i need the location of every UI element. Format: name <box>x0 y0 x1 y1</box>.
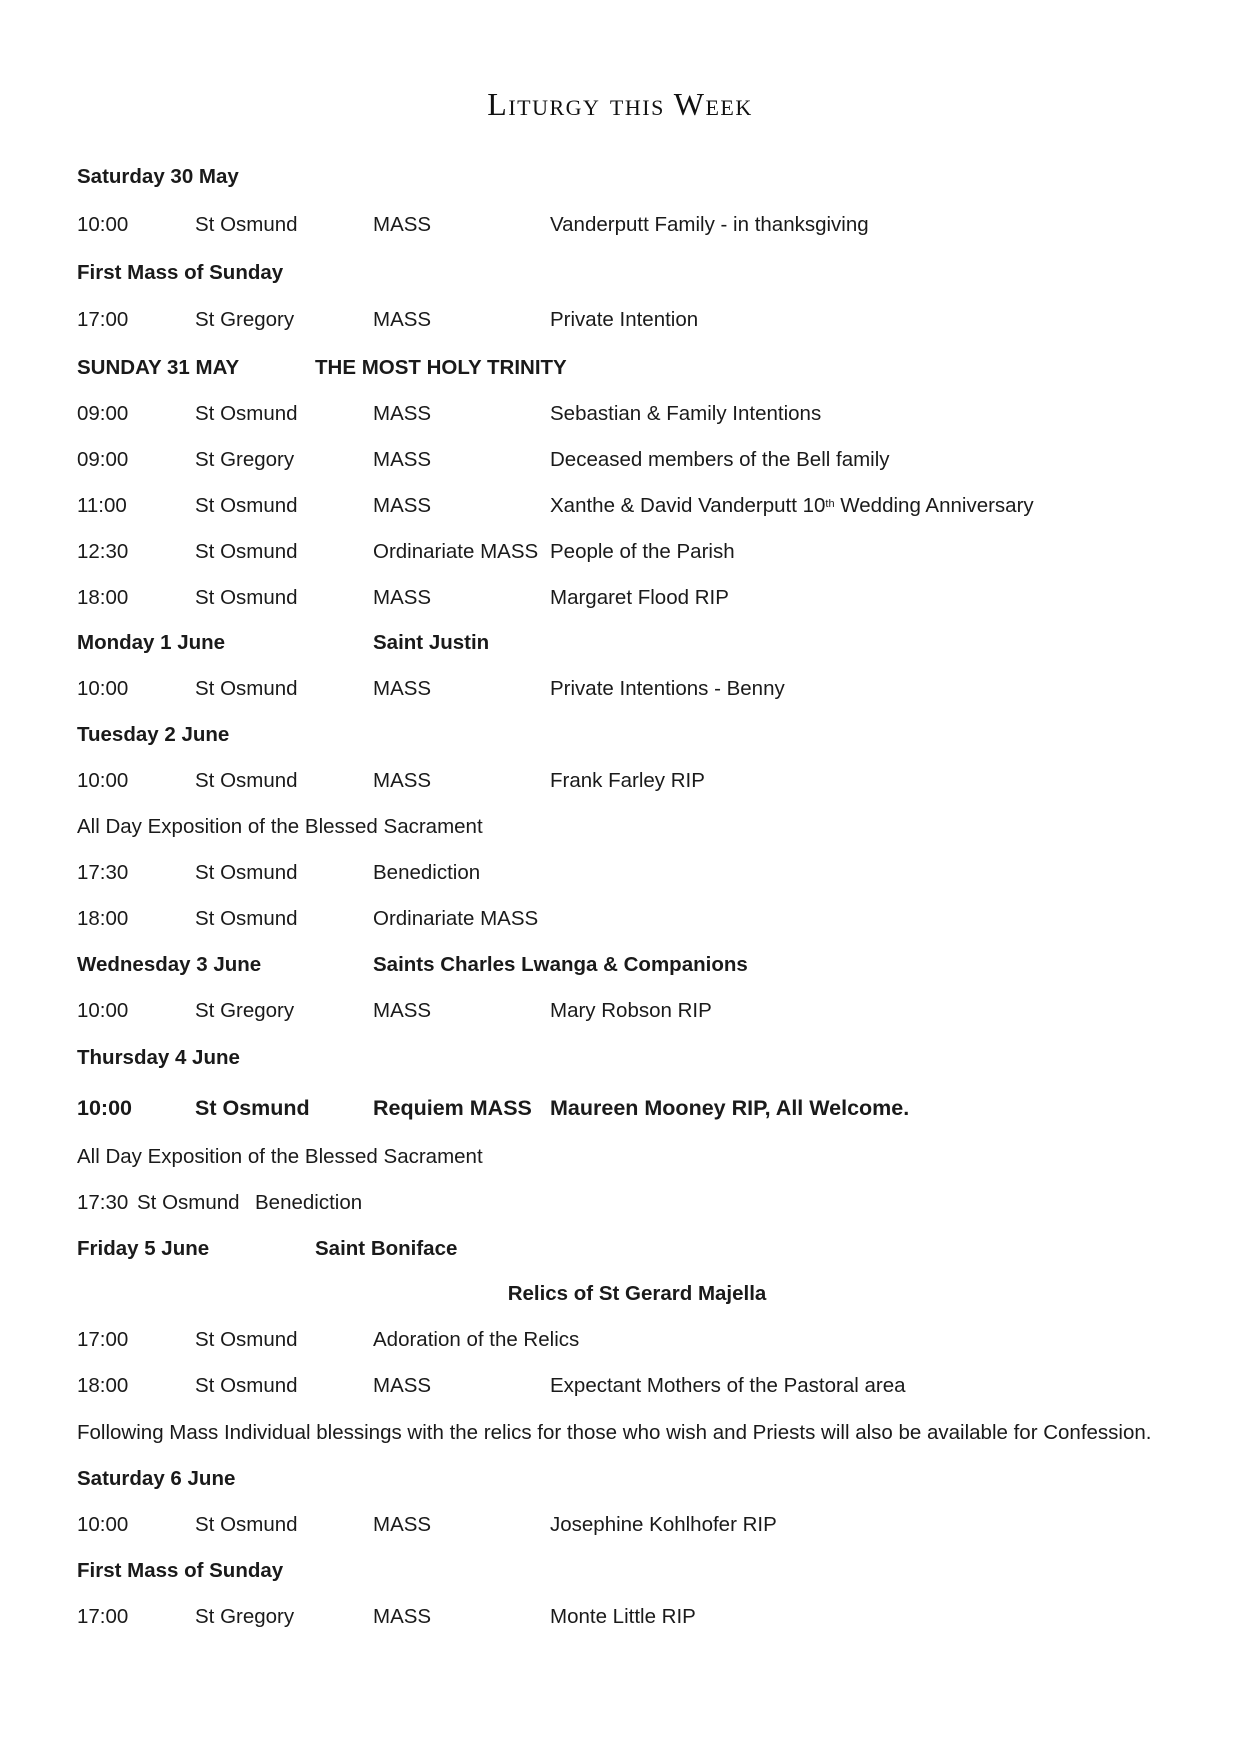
event: Ordinariate MASS <box>373 907 539 930</box>
relics-heading: Relics of St Gerard Majella <box>507 1282 767 1305</box>
church: St Gregory <box>195 1605 295 1628</box>
feast-label: Saint Justin <box>373 631 490 654</box>
time: 17:30 <box>77 861 129 884</box>
schedule-row <box>77 305 1197 335</box>
intention: Josephine Kohlhofer RIP <box>550 1513 777 1536</box>
time: 10:00 <box>77 677 129 700</box>
church: St Osmund <box>195 540 298 563</box>
intention: Expectant Mothers of the Pastoral area <box>550 1374 906 1397</box>
event: MASS <box>373 769 432 792</box>
section-heading <box>77 258 1197 288</box>
church: St Osmund <box>195 769 298 792</box>
church: St Osmund <box>195 1328 298 1351</box>
church: St Osmund <box>195 402 298 425</box>
event: MASS <box>373 213 432 236</box>
event: Benediction <box>373 861 481 884</box>
day-label: Saturday 30 May <box>77 165 239 188</box>
schedule-row <box>77 491 1197 521</box>
intention: Margaret Flood RIP <box>550 586 729 609</box>
schedule-row <box>77 766 1197 796</box>
schedule-row <box>77 583 1197 613</box>
event: MASS <box>373 494 432 517</box>
intention <box>550 491 1034 521</box>
day-heading <box>77 353 1197 383</box>
day-heading <box>77 1234 1197 1264</box>
schedule-row <box>77 1510 1197 1540</box>
church: St Osmund <box>195 907 298 930</box>
church: St Osmund <box>195 1096 310 1120</box>
intention: Maureen Mooney RIP, All Welcome. <box>550 1096 910 1120</box>
day-heading <box>77 950 1197 980</box>
intention: Vanderputt Family - in thanksgiving <box>550 213 869 236</box>
church: St Osmund <box>195 1374 298 1397</box>
intention-part: Wedding Anniversary <box>834 494 1034 517</box>
section-heading <box>77 1556 1197 1586</box>
feast-label: Saints Charles Lwanga & Companions <box>373 953 748 976</box>
note-row <box>77 1142 1197 1172</box>
time: 17:00 <box>77 1328 129 1351</box>
intention-part: Xanthe & David Vanderputt 10 <box>550 494 826 517</box>
time: 09:00 <box>77 402 129 425</box>
note-row <box>77 1418 1197 1448</box>
schedule-row <box>77 537 1197 567</box>
day-heading <box>77 1464 1197 1494</box>
church: St Gregory <box>195 448 295 471</box>
day-label: Tuesday 2 June <box>77 723 230 746</box>
church: St Osmund <box>195 494 298 517</box>
time: 10:00 <box>77 1513 129 1536</box>
schedule-row <box>77 996 1197 1026</box>
note-row <box>77 812 1197 842</box>
schedule-row <box>77 1371 1197 1401</box>
intention: Deceased members of the Bell family <box>550 448 890 471</box>
schedule-row <box>77 445 1197 475</box>
event: MASS <box>373 1605 432 1628</box>
feast-label: THE MOST HOLY TRINITY <box>315 356 567 379</box>
time: 11:00 <box>77 494 127 517</box>
intention: Mary Robson RIP <box>550 999 712 1022</box>
time: 17:30 <box>77 1191 129 1214</box>
day-label: Wednesday 3 June <box>77 953 262 976</box>
church: St Osmund <box>195 677 298 700</box>
church: St Osmund <box>137 1191 240 1214</box>
day-label: SUNDAY 31 MAY <box>77 356 240 379</box>
event: MASS <box>373 402 432 425</box>
time: 10:00 <box>77 769 129 792</box>
schedule-row <box>77 1188 1197 1218</box>
event: MASS <box>373 586 432 609</box>
church: St Osmund <box>195 213 298 236</box>
schedule-row <box>77 858 1197 888</box>
time: 10:00 <box>77 213 129 236</box>
intention: Frank Farley RIP <box>550 769 705 792</box>
event: MASS <box>373 308 432 331</box>
schedule-row <box>77 1602 1197 1632</box>
schedule-row <box>77 210 1197 240</box>
day-label: Thursday 4 June <box>77 1046 240 1069</box>
schedule-row <box>77 399 1197 429</box>
event: Requiem MASS <box>373 1096 532 1120</box>
time: 17:00 <box>77 308 129 331</box>
section-label: First Mass of Sunday <box>77 261 284 284</box>
event: MASS <box>373 448 432 471</box>
time: 18:00 <box>77 1374 129 1397</box>
church: St Gregory <box>195 308 295 331</box>
day-label: Monday 1 June <box>77 631 226 654</box>
schedule-row <box>77 1325 1197 1355</box>
time: 10:00 <box>77 999 129 1022</box>
time: 09:00 <box>77 448 129 471</box>
intention: People of the Parish <box>550 540 735 563</box>
feast-label: Saint Boniface <box>315 1237 458 1260</box>
note-text: All Day Exposition of the Blessed Sacrament <box>77 1145 483 1168</box>
church: St Osmund <box>195 1513 298 1536</box>
event: MASS <box>373 1374 432 1397</box>
section-label: First Mass of Sunday <box>77 1559 284 1582</box>
day-heading <box>77 1043 1197 1073</box>
time: 12:30 <box>77 540 129 563</box>
event: MASS <box>373 677 432 700</box>
schedule-row <box>77 674 1197 704</box>
day-heading <box>77 162 1197 192</box>
intention: Sebastian & Family Intentions <box>550 402 822 425</box>
section-heading <box>77 1279 1197 1309</box>
event: Benediction <box>255 1191 363 1214</box>
time: 10:00 <box>77 1096 132 1120</box>
time: 18:00 <box>77 907 129 930</box>
time: 17:00 <box>77 1605 129 1628</box>
day-label: Saturday 6 June <box>77 1467 236 1490</box>
intention: Monte Little RIP <box>550 1605 696 1628</box>
day-heading <box>77 628 1197 658</box>
church: St Gregory <box>195 999 295 1022</box>
schedule-row <box>77 904 1197 934</box>
event: Adoration of the Relics <box>373 1328 580 1351</box>
ordinal-suffix: th <box>825 498 835 510</box>
event: Ordinariate MASS <box>373 540 539 563</box>
intention: Private Intentions - Benny <box>550 677 785 700</box>
time: 18:00 <box>77 586 129 609</box>
intention: Private Intention <box>550 308 699 331</box>
event: MASS <box>373 999 432 1022</box>
church: St Osmund <box>195 586 298 609</box>
note-text: All Day Exposition of the Blessed Sacrament <box>77 815 483 838</box>
note-text: Following Mass Individual blessings with the relics for those who wish and Priests will also be available for Confession. <box>77 1421 1152 1444</box>
schedule-row <box>77 1093 1197 1123</box>
day-label: Friday 5 June <box>77 1237 210 1260</box>
day-heading <box>77 720 1197 750</box>
event: MASS <box>373 1513 432 1536</box>
page-title: Liturgy this Week <box>487 86 753 122</box>
church: St Osmund <box>195 861 298 884</box>
